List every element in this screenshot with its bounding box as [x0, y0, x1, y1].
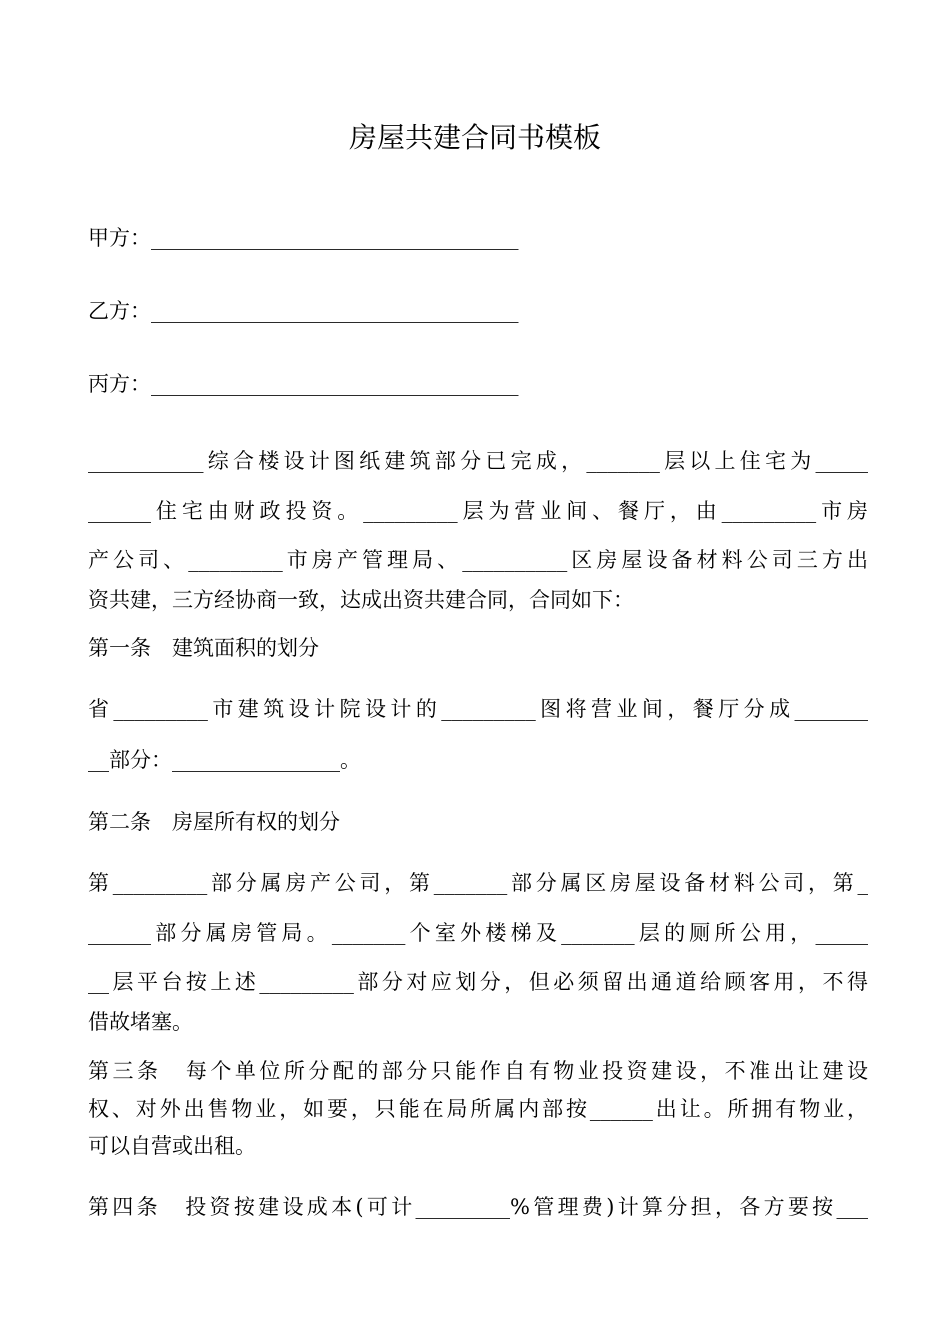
document-title: 房屋共建合同书模板	[348, 121, 601, 154]
intro-line-3: 产公司、_________市房产管理局、__________区房屋设备材料公司三方出	[88, 548, 868, 572]
article-2-line-1: 第_________部分属房产公司，第_______部分属区房屋设备材料公司，第_	[88, 871, 868, 895]
article-4-line-1: 第四条 投资按建设成本(可计_________%管理费)计算分担，各方要按___	[88, 1195, 868, 1219]
intro-line-1: ___________综合楼设计图纸建筑部分已完成，_______层以上住宅为_____	[88, 449, 868, 473]
article-3-line-3: 可以自营或出租。	[88, 1134, 256, 1158]
party-b-line: 乙方：___________________________________	[88, 299, 519, 323]
article-3-line-1: 第三条 每个单位所分配的部分只能作自有物业投资建设，不准出让建设	[88, 1059, 868, 1083]
article-2-line-2: ______部分属房管局。_______个室外楼梯及_______层的厕所公用，_____	[88, 921, 868, 945]
article-3-line-2: 权、对外出售物业，如要，只能在局所属内部按______出让。所拥有物业，	[88, 1097, 868, 1121]
article-2-line-4: 借故堵塞。	[88, 1010, 193, 1034]
article-1-heading: 第一条 建筑面积的划分	[88, 636, 319, 660]
article-2-line-3: __层平台按上述_________部分对应划分，但必须留出通道给顾客用，不得	[88, 970, 868, 994]
article-2-heading: 第二条 房屋所有权的划分	[88, 810, 340, 834]
intro-line-2: ______住宅由财政投资。_________层为营业间、餐厅，由_________市房	[88, 499, 868, 523]
intro-line-4: 资共建，三方经协商一致，达成出资共建合同，合同如下：	[88, 588, 634, 612]
party-a-line: 甲方：___________________________________	[88, 226, 519, 250]
article-1-line-1: 省_________市建筑设计院设计的_________图将营业间，餐厅分成_______	[88, 697, 868, 721]
party-c-line: 丙方：___________________________________	[88, 372, 519, 396]
article-1-line-2: __部分：________________。	[88, 748, 361, 772]
